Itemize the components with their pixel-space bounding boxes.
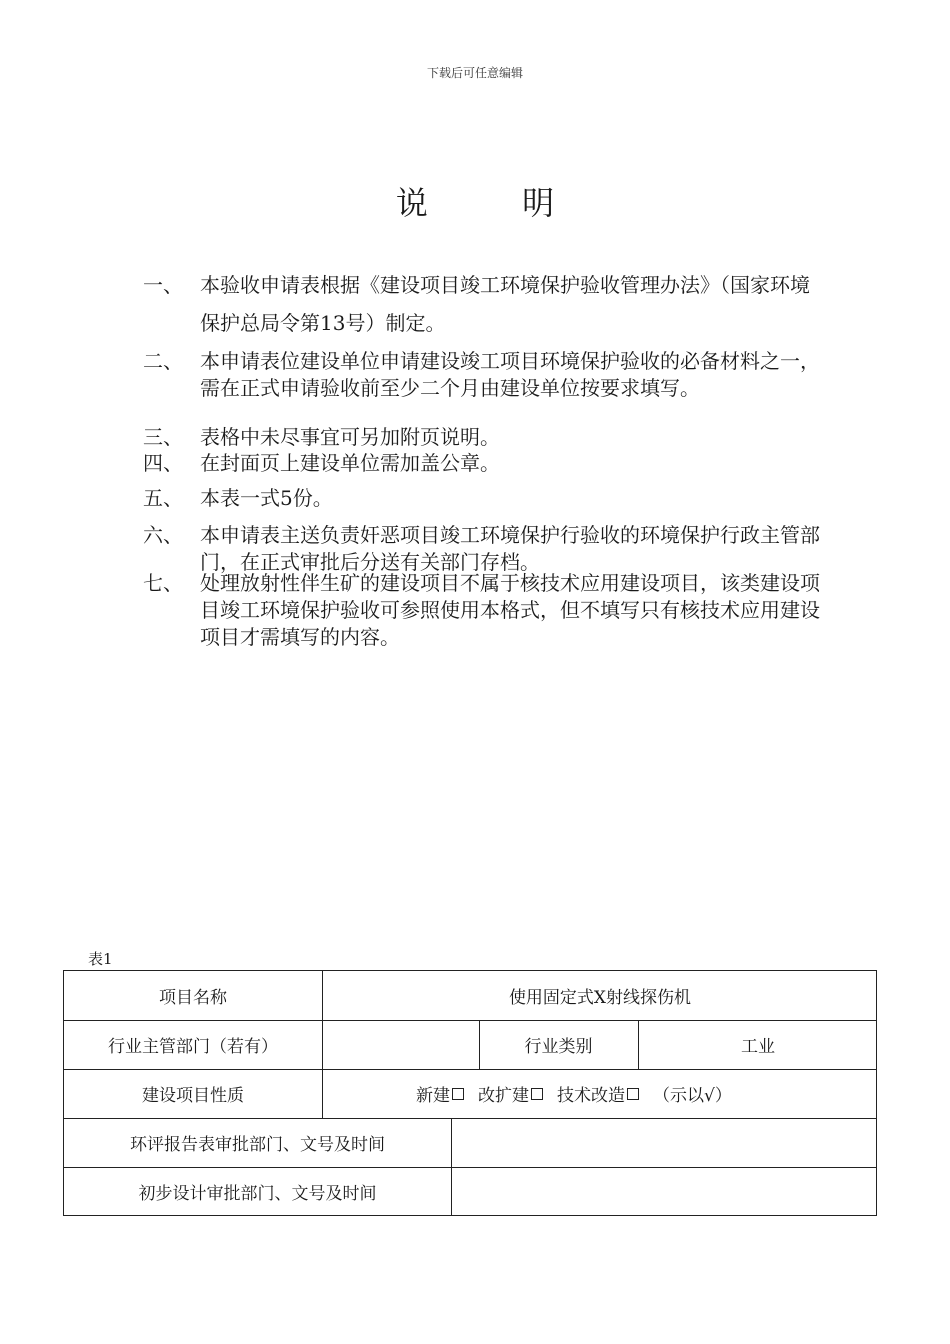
option-tech-upgrade-label: 技术改造 [557, 1086, 625, 1106]
item-number: 三、 [143, 425, 183, 449]
checkbox-new-build[interactable] [452, 1088, 464, 1100]
item-text: 本表一式5份。 [200, 486, 333, 510]
dept-field[interactable] [322, 1020, 479, 1069]
nature-label: 建设项目性质 [142, 1086, 244, 1106]
checkbox-rebuild[interactable] [531, 1088, 543, 1100]
nature-hint: （示以√） [653, 1086, 732, 1106]
page-title: 说 明 [395, 184, 597, 222]
checkbox-tech-upgrade[interactable] [627, 1088, 639, 1100]
application-form-table [63, 970, 877, 1216]
item-text: 在封面页上建设单位需加盖公章。 [200, 451, 500, 475]
design-field[interactable] [451, 1167, 878, 1216]
option-rebuild-label: 改扩建 [478, 1086, 529, 1106]
item-number: 六、 [143, 523, 183, 547]
project-name-label: 项目名称 [159, 988, 227, 1008]
option-new-build-label: 新建 [416, 1086, 450, 1106]
item-text: 本申请表主送负责奸恶项目竣工环境保护行验收的环境保护行政主管部门，在正式审批后分送有关部门存档。 [200, 523, 820, 574]
table-label: 表1 [88, 950, 113, 968]
category-label: 行业类别 [524, 1037, 593, 1057]
item-number: 一、 [143, 273, 183, 297]
item-number: 四、 [143, 451, 183, 475]
category-field[interactable]: 工业 [741, 1037, 775, 1057]
design-label: 初步设计审批部门、文号及时间 [138, 1184, 377, 1204]
header-note: 下载后可任意编辑 [426, 66, 523, 80]
item-number: 二、 [143, 349, 183, 373]
dept-label: 行业主管部门（若有） [108, 1037, 278, 1057]
project-name-field[interactable]: 使用固定式X射线探伤机 [508, 988, 692, 1008]
item-text: 本验收申请表根据《建设项目竣工环境保护验收管理办法》（国家环境保护总局令第13号）制定。 [200, 273, 810, 335]
item-number: 五、 [143, 486, 183, 510]
eia-field[interactable] [451, 1118, 878, 1167]
item-text: 本申请表位建设单位申请建设竣工项目环境保护验收的必备材料之一，需在正式申请验收前至少二个月由建设单位按要求填写。 [200, 349, 820, 400]
item-text: 处理放射性伴生矿的建设项目不属于核技术应用建设项目，该类建设项目竣工环境保护验收可参照使用本格式，但不填写只有核技术应用建设项目才需填写的内容。 [200, 571, 820, 649]
nature-options [322, 1069, 878, 1118]
eia-label: 环评报告表审批部门、文号及时间 [130, 1135, 385, 1155]
item-number: 七、 [143, 571, 183, 595]
item-text: 表格中未尽事宜可另加附页说明。 [200, 425, 500, 449]
